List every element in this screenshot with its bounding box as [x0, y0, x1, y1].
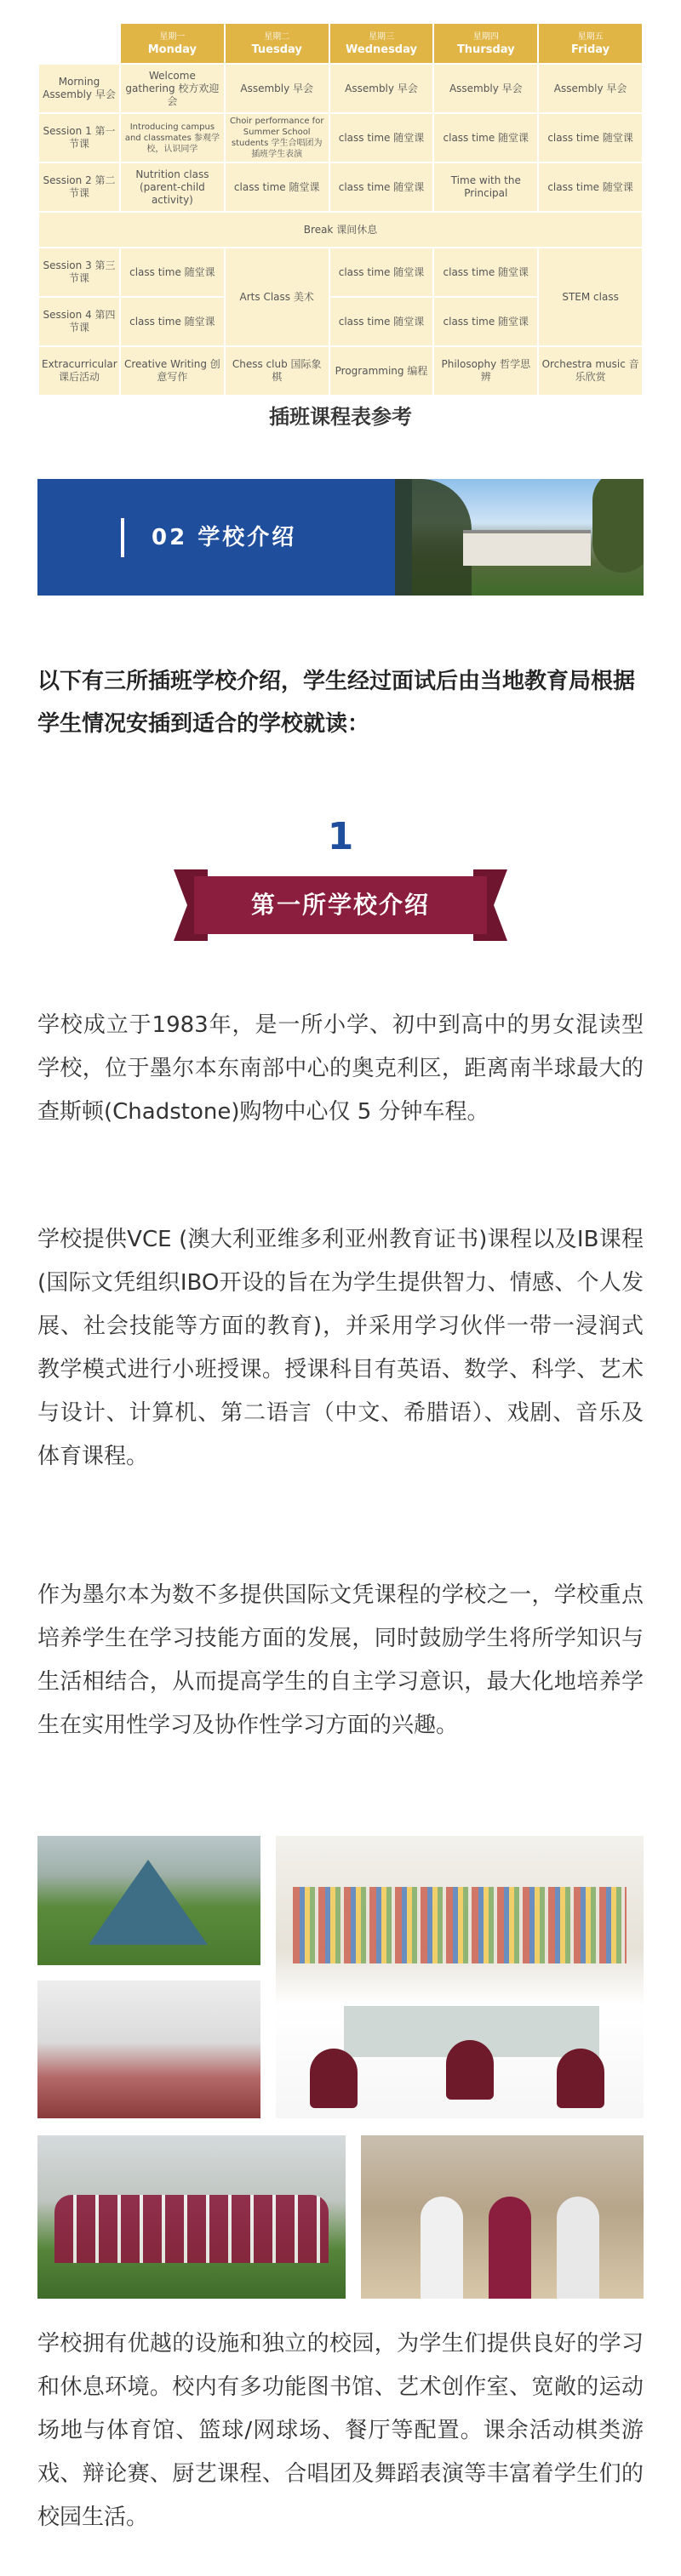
day-header-monday: 星期一 Monday — [120, 23, 225, 64]
row-label-session2: Session 2 第二节课 — [38, 162, 120, 212]
cell-s2-mon: Nutrition class (parent-child activity) — [120, 162, 225, 212]
photo-person — [489, 2197, 531, 2299]
day-header-tuesday: 星期二 Tuesday — [225, 23, 329, 64]
paragraph-curriculum: 学校提供VCE (澳大利亚维多利亚州教育证书)课程以及IB课程 (国际文凭组织IBO开设的旨在为学生提供智力、情感、个人发展、社会技能等方面的教育)，并采用学习伙伴一带一浸润式教学模式进行小班授课。授课科目有英语、数学、科学、艺术与设计、计算机、第二语言（中文、希腊语）、戏剧、音乐及体育课程。 — [37, 1227, 644, 1469]
cell-assembly-thu: Assembly 早会 — [433, 64, 538, 113]
day-header-friday: 星期五 Friday — [538, 23, 643, 64]
cell-extra-tue: Chess club 国际象棋 — [225, 346, 329, 396]
paragraph-ib-focus: 作为墨尔本为数不多提供国际文凭课程的学校之一，学校重点培养学生在学习技能方面的发展，同时鼓励学生将所学知识与生活相结合，从而提高学生的自主学习意识，最大化地培养学生在实用性学习及协作性学习方面的兴趣。 — [37, 1582, 644, 1738]
school-ribbon — [174, 869, 507, 941]
ribbon-title: 第一所学校介绍 — [194, 876, 487, 934]
row-label-session1: Session 1 第一节课 — [38, 113, 120, 162]
row-label-extracurricular: Extracurricular 课后活动 — [38, 346, 120, 396]
cell-tue-arts-class: Arts Class 美术 — [225, 248, 329, 346]
cell-s2-fri: class time 随堂课 — [538, 162, 643, 212]
cell-s2-wed: class time 随堂课 — [329, 162, 434, 212]
cell-extra-wed: Programming 编程 — [329, 346, 434, 396]
paragraph-facilities: 学校拥有优越的设施和独立的校园，为学生们提供良好的学习和休息环境。校内有多功能图书馆、艺术创作室、宽敞的运动场地与体育馆、篮球/网球场、餐厅等配置。课余活动棋类游戏、辩论赛、厨艺课程、合唱团及舞蹈表演等丰富着学生们的校园生活。 — [37, 2331, 644, 2530]
cell-s1-tue: Choir performance for Summer School students 学生合唱团为插班学生表演 — [225, 113, 329, 162]
cell-s3-thu: class time 随堂课 — [433, 248, 538, 297]
banner-bar — [121, 518, 124, 557]
banner-title: 02 学校介绍 — [152, 525, 297, 550]
paragraph-founding: 学校成立于1983年，是一所小学、初中到高中的男女混读型学校，位于墨尔本东南部中心的奥克利区，距离南半球最大的查斯顿(Chadstone)购物中心仅 5 分钟车程。 — [37, 1012, 644, 1125]
row-label-session4: Session 4 第四节课 — [38, 297, 120, 346]
cell-fri-stem-class: STEM class — [538, 248, 643, 346]
photo-building — [463, 530, 591, 566]
cell-s2-thu: Time with the Principal — [433, 162, 538, 212]
photo-tent-activity — [37, 1836, 260, 1965]
row-label-session3: Session 3 第三节课 — [38, 248, 120, 297]
photo-person — [557, 2197, 599, 2299]
cell-s1-wed: class time 随堂课 — [329, 113, 434, 162]
photo-classroom — [37, 1980, 260, 2118]
photo-student — [310, 2049, 358, 2108]
cell-assembly-mon: Welcome gathering 校方欢迎会 — [120, 64, 225, 113]
timetable-caption: 插班课程表参考 — [269, 405, 412, 429]
cell-s3-mon: class time 随堂课 — [120, 248, 225, 297]
cell-s4-mon: class time 随堂课 — [120, 297, 225, 346]
cell-assembly-fri: Assembly 早会 — [538, 64, 643, 113]
timetable — [37, 22, 644, 396]
row-label-assembly: Morning Assembly 早会 — [38, 64, 120, 113]
day-header-thursday: 星期四 Thursday — [433, 23, 538, 64]
photo-soccer-team — [37, 2135, 346, 2299]
cell-extra-mon: Creative Writing 创意写作 — [120, 346, 225, 396]
cell-assembly-wed: Assembly 早会 — [329, 64, 434, 113]
photo-tent — [89, 1860, 208, 1945]
photo-bookshelf — [293, 1887, 627, 1963]
photo-tree — [395, 479, 472, 596]
cell-s4-wed: class time 随堂课 — [329, 297, 434, 346]
cell-s1-mon: Introducing campus and classmates 参观学校，认识同学 — [120, 113, 225, 162]
cell-s1-fri: class time 随堂课 — [538, 113, 643, 162]
cell-s4-thu: class time 随堂课 — [433, 297, 538, 346]
photo-person — [421, 2197, 463, 2299]
cell-s1-thu: class time 随堂课 — [433, 113, 538, 162]
cell-extra-fri: Orchestra music 音乐欣赏 — [538, 346, 643, 396]
section-number: 1 — [327, 815, 354, 858]
cell-s2-tue: class time 随堂课 — [225, 162, 329, 212]
photo-student — [446, 2040, 494, 2100]
photo-library-class — [276, 1836, 644, 2118]
photo-cooking-class — [361, 2135, 644, 2299]
photo-student — [557, 2049, 604, 2108]
cell-assembly-tue: Assembly 早会 — [225, 64, 329, 113]
intro-text: 以下有三所插班学校介绍，学生经过面试后由当地教育局根据学生情况安插到适合的学校就读： — [37, 669, 636, 737]
break-row: Break 课间休息 — [38, 212, 643, 248]
photo-team-group — [54, 2195, 329, 2263]
cell-extra-thu: Philosophy 哲学思辨 — [433, 346, 538, 396]
banner-campus-photo — [412, 479, 644, 596]
cell-s3-wed: class time 随堂课 — [329, 248, 434, 297]
timetable-corner — [38, 23, 120, 64]
photo-tree — [592, 479, 644, 573]
day-header-wednesday: 星期三 Wednesday — [329, 23, 434, 64]
section-banner — [37, 479, 644, 596]
